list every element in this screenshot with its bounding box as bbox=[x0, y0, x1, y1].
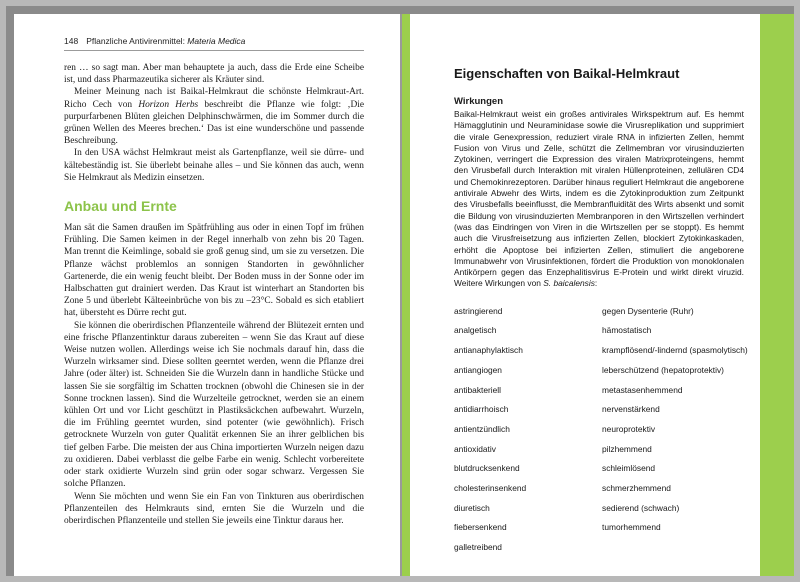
effect-item: neuroprotektiv bbox=[602, 423, 656, 434]
paragraph-harvest: Sie können die oberirdischen Pflanzenteile während der Blütezeit ernten und eine frische Pflanzentinktur daraus zubereiten – wenn Sie das Kraut auf diese Weise nutzen wollen. Allerdings weise ich Sie nochmals darauf hin, dass die Wurzeln wirksamer sind. Diese sollten geerntet werden, wenn die Pflanze drei Jahre (oder älter) ist. Schneiden Sie die Wurzeln dann in handliche Stücke und lassen Sie sie sorgfältig im Schatten trocknen (obwohl die Chinesen sie in der Sonne trocknen lassen). Sind die Wurzelteile getrocknet, werden sie an einem kühlen Ort und vor Licht geschützt in Plastiksäckchen aufbewahrt. Wurzeln, die im Frühling geerntet wurden, sind potenter (wie gewöhnlich). Frisch getrocknete Wurzeln von guter Qualität erkennen Sie an ihrer gelblichen bis tief gelben Farbe. Die meisten der aus China importierten Wurzeln neigen dazu zu oxidieren. Dabei verblasst die gelbe Farbe ein wenig. Schlecht vorbereitete oder stark oxidierte Wurzeln sind grün oder sogar schwarz. Vergessen Sie solche Pflanzen. bbox=[64, 320, 364, 490]
green-margin-bar-inner bbox=[402, 14, 410, 576]
left-page bbox=[14, 14, 400, 576]
effect-item: pilzhemmend bbox=[602, 443, 652, 454]
effect-item: antiangiogen bbox=[454, 364, 502, 375]
effect-item: sedierend (schwach) bbox=[602, 502, 680, 513]
effect-item: astringierend bbox=[454, 305, 503, 316]
effect-item: galletreibend bbox=[454, 542, 502, 552]
paragraph-sowing: Man sät die Samen draußen im Spätfrühling aus oder in einen Topf im frühen Frühling. Die Samen keimen in der Regel innerhalb von zehn bis 20 Tagen. Man trennt die Keimlinge, sobald sie groß genug sind, um sie zu versetzen. Die Pflanze wächst problemlos an sonnigen Standorten in gewöhnlicher Gartenerde, die ein wenig feucht bleibt. Der Boden muss in der Sonne oder im Halbschatten gut drainiert werden. Das Kraut ist winterhart an Standorten bis Zone 5 und überlebt Kälteeinbrüche von bis zu –23°C. Sobald es sich etabliert hat, übersteht es Dürre recht gut. bbox=[64, 223, 364, 319]
effects-list bbox=[454, 302, 748, 558]
effect-item: analgetisch bbox=[454, 325, 497, 336]
book-spread-frame bbox=[6, 6, 794, 576]
paragraph-tincture: Wenn Sie möchten und wenn Sie ein Fan von Tinkturen aus oberirdischen Pflanzenteilen des Helmkrauts sind, ernten Sie die Wurzeln und die oberirdischen Pflanzenteile und stellen Sie jeweils eine Tinktur daraus her. bbox=[64, 491, 364, 526]
book-gutter bbox=[400, 14, 402, 576]
effect-item: schleimlösend bbox=[602, 463, 656, 474]
effect-item: antientzündlich bbox=[454, 423, 510, 434]
effect-item: blutdrucksenkend bbox=[454, 463, 520, 474]
effects-paragraph bbox=[454, 109, 744, 290]
effect-item: cholesterinsenkend bbox=[454, 482, 527, 493]
section-heading-anbau: Anbau und Ernte bbox=[64, 198, 177, 215]
effect-item: nervenstärkend bbox=[602, 404, 660, 415]
properties-box bbox=[454, 66, 748, 558]
effect-item: krampflösend/-lindernd (spasmolytisch) bbox=[602, 345, 748, 356]
paragraph-usa-garden: In den USA wächst Helmkraut meist als Gartenpflanze, weil sie dürre- und kältebeständig ist. Sie überlebt beinahe alles – und Sie können das auch, wenn Sie Helmkraut als Medizin einsetzen. bbox=[64, 148, 364, 183]
effect-item: diuretisch bbox=[454, 502, 490, 513]
effect-item: antibakteriell bbox=[454, 384, 502, 395]
effect-item: leberschützend (hepatoprotektiv) bbox=[602, 364, 724, 375]
effects-paragraph-end: : bbox=[594, 278, 598, 289]
left-body-text bbox=[64, 62, 364, 527]
running-head bbox=[64, 36, 364, 51]
box-title: Eigenschaften von Baikal-Helmkraut bbox=[454, 66, 680, 81]
effects-paragraph-text: Baikal-Helmkraut weist ein großes antivirales Wirkspektrum auf. Es hemmt Hämagglutinin und Neuraminidase sowie die Virusreplikation und supprimiert die virale Genexpression, reduziert virale RNA in infizierten Zellen, hemmt Fusion von Virus und Zelle, schützt die Zellmembran vor virusinduzierten Zytokinen, verringert die Expression des viralen Matrixproteingens, hemmt den Virusbefall durch Interaktion mit viralen Hüllenproteinen, zellulären CD4 und Chemokinrezeptoren. Darüber hinaus reguliert Helmkraut die angeborene antivirale Abwehr des Wirts, indem es die Zytokinproduktion zum Zeitpunkt des Virusbefalls beeinflusst, die Membranfluidität des Wirts absenkt und somit die Bildung von virusinduzierten Membranporen in den Wirtszellen verhindert (was das Eindringen von Viren in die Wirtszellen per se stoppt). Es hemmt auch die Virusfreisetzung aus infizierten Zellen, blockiert Zytokinkaskaden, erhöht die Apoptose bei infizierten Zellen, stimuliert die angeborene Immunabwehr von Virusinfektionen, fördert die Produktion von monoklonalen Antikörpern gegen das Enzephalitisvirus E-Protein und wirkt direkt viruzid. Weitere Wirkungen von bbox=[454, 109, 744, 289]
right-page bbox=[402, 14, 794, 576]
species-name-italic: S. baicalensis bbox=[543, 278, 595, 289]
paragraph-cech-quote bbox=[64, 86, 364, 147]
effect-item: tumorhemmend bbox=[602, 522, 661, 533]
running-head-title-italic: Materia Medica bbox=[187, 36, 246, 46]
effect-item: fiebersenkend bbox=[454, 522, 507, 533]
effect-item: antidiarrhoisch bbox=[454, 404, 509, 415]
effect-item: metastasenhemmend bbox=[602, 384, 683, 395]
paragraph-cech-quote-b: beschreibt die Pflanze wie folgt: ‚Die purpurfarbenen Blüten gleichen Delphinschwärmen, die im Sommer durch die grünen Wellen des Meeres brechen.‘ Das ist eine wunderschöne und passende Beschreibung. bbox=[64, 99, 364, 147]
green-margin-bar-outer bbox=[760, 14, 794, 576]
box-subheading: Wirkungen bbox=[454, 96, 503, 107]
page-number: 148 bbox=[64, 36, 79, 46]
effect-item: hämostatisch bbox=[602, 325, 652, 336]
effect-item: antianaphylaktisch bbox=[454, 345, 523, 356]
effect-item: schmerzhemmend bbox=[602, 482, 671, 493]
paragraph-continued: ren … so sagt man. Aber man behauptete ja auch, dass die Erde eine Scheibe ist, und dass Pharmazeutika sicherer als Kräuter sind. bbox=[64, 63, 364, 86]
running-head-title: Pflanzliche Antivirenmittel: bbox=[86, 36, 188, 46]
effect-item: gegen Dysenterie (Ruhr) bbox=[602, 305, 694, 316]
effect-item: antioxidativ bbox=[454, 443, 496, 454]
horizon-herbs-italic: Horizon Herbs bbox=[138, 99, 199, 110]
paragraph-cech-quote-a: Meiner Meinung nach ist Baikal-Helmkraut die schönste Helmkraut-Art. Richo Cech von bbox=[64, 87, 364, 110]
